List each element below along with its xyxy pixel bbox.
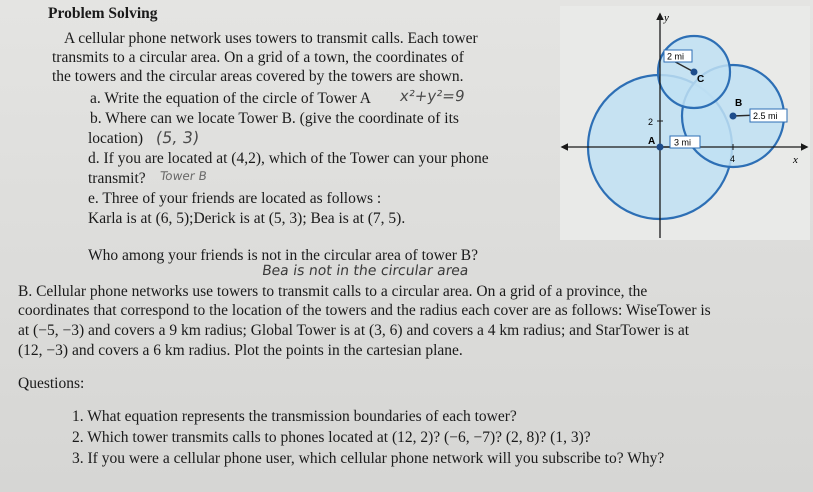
part-b-line-4: (12, −3) and covers a 6 km radius. Plot the points in the cartesian plane. (18, 342, 463, 359)
answer-d-handwritten: Tower B (159, 169, 208, 183)
y-axis-label: y (664, 12, 669, 24)
answer-b-handwritten: (5, 3) (154, 128, 201, 147)
answer-who-handwritten: Bea is not in the circular area (260, 263, 470, 279)
question-d-line-1: d. If you are located at (4,2), which of the Tower can your phone (88, 150, 489, 167)
section-title: Problem Solving (48, 5, 158, 22)
tower-c-radius-label: 2 mi (667, 51, 685, 62)
tower-b-point (730, 113, 737, 120)
question-who: Who among your friends is not in the circular area of tower B? (88, 247, 478, 264)
question-d-line-2: transmit? (88, 170, 146, 187)
coordinate-graph (560, 6, 810, 240)
question-b-line-2: location) (88, 130, 144, 147)
tower-a-point (657, 144, 664, 151)
part-b-line-1: B. Cellular phone networks use towers to transmit calls to a circular area. On a grid of a province, the (18, 283, 648, 300)
question-b-line-1: b. Where can we locate Tower B. (give the coordinate of its (90, 110, 459, 127)
intro-line-2: transmits to a circular area. On a grid of a town, the coordinates of (52, 49, 464, 66)
tower-a-radius-label: 3 mi (674, 137, 692, 148)
question-2: 2. Which tower transmits calls to phones located at (12, 2)? (−6, −7)? (2, 8)? (1, 3)? (72, 429, 591, 446)
intro-line-1: A cellular phone network uses towers to transmit calls. Each tower (64, 30, 478, 47)
tower-c-label: C (697, 74, 705, 85)
questions-title: Questions: (18, 375, 85, 392)
answer-a-handwritten: x²+y²=9 (398, 87, 466, 105)
x-axis-label: x (793, 154, 798, 166)
tower-b-radius-label: 2.5 mi (753, 111, 778, 121)
question-e-line-2: Karla is at (6, 5);Derick is at (5, 3); Bea is at (7, 5). (88, 210, 406, 227)
question-a: a. Write the equation of the circle of Tower A (90, 90, 371, 107)
question-e-line-1: e. Three of your friends are located as follows : (88, 190, 382, 207)
intro-line-3: the towers and the circular areas covered by the towers are shown. (52, 68, 464, 85)
part-b-line-3: at (−5, −3) and covers a 9 km radius; Global Tower is at (3, 6) and covers a 4 km radius; and StarTower is at (18, 322, 690, 339)
tower-b-label: B (735, 98, 743, 109)
part-b-line-2: coordinates that correspond to the location of the towers and the radius each cover are as follows: WiseTower is (18, 302, 711, 319)
question-3: 3. If you were a cellular phone user, which cellular phone network will you subscribe to? Why? (72, 450, 665, 467)
x-tick-label: 4 (730, 154, 736, 164)
y-tick-label: 2 (648, 117, 654, 127)
question-1: 1. What equation represents the transmission boundaries of each tower? (72, 408, 517, 425)
tower-a-label: A (648, 136, 656, 147)
